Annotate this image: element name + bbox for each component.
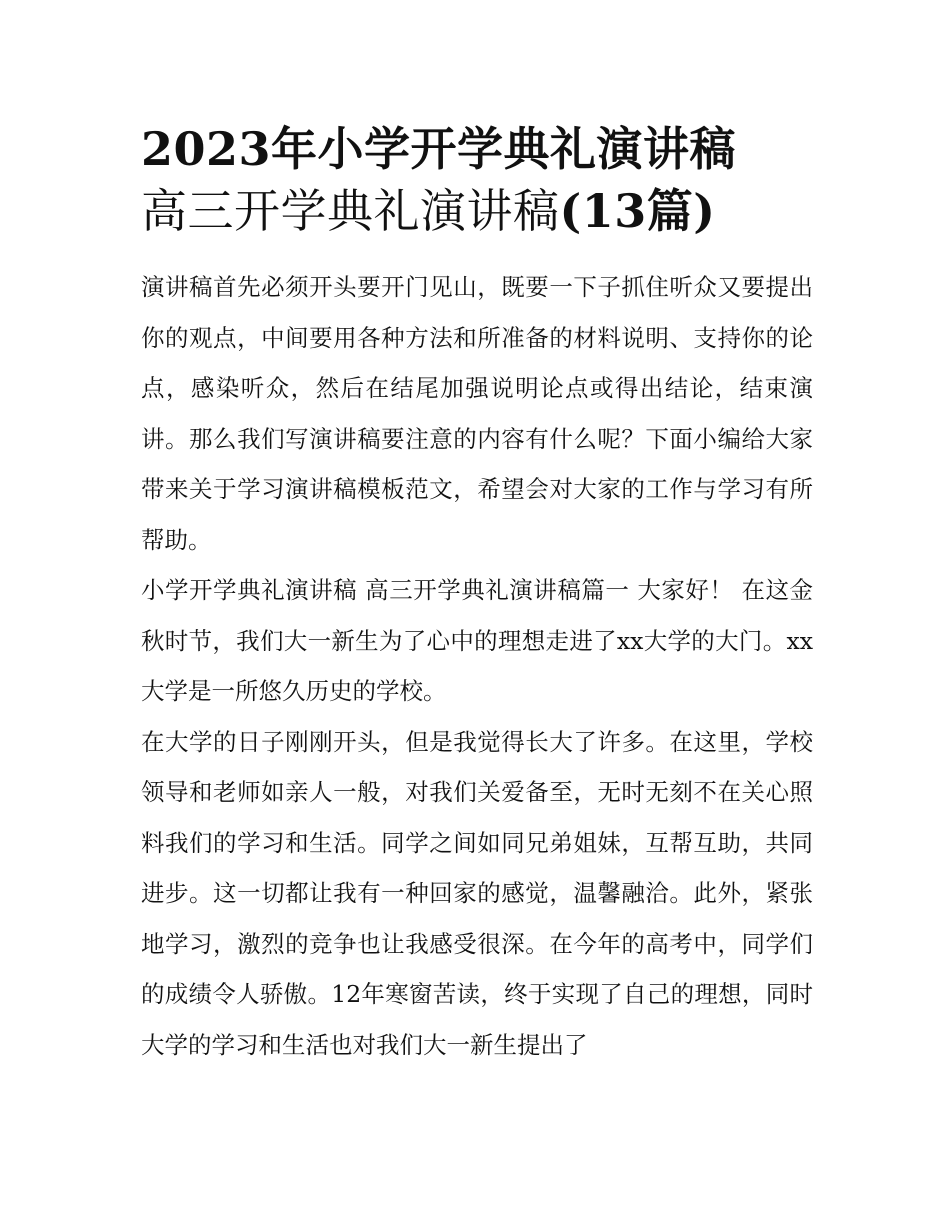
paragraph-speech-body: 在大学的日子刚刚开头，但是我觉得长大了许多。在这里，学校领导和老师如亲人一般，对我们关爱备至，无时无刻不在关心照料我们的学习和生活。同学之间如同兄弟姐妹，互帮互助，共同进步。这一切都让我有一种回家的感觉，温馨融洽。此外，紧张地学习，激烈的竞争也让我感受很深。在今年的高考中，同学们的成绩令人骄傲。12年寒窗苦读，终于实现了自己的理想，同时大学的学习和生活也对我们大一新生提出了 <box>141 727 813 1059</box>
title-line-2 <box>141 180 813 242</box>
document-title <box>141 118 813 242</box>
document-body <box>141 118 813 1070</box>
title-line-2-suffix: (13篇) <box>559 184 716 238</box>
paragraph-intro: 演讲稿首先必须开头要开门见山，既要一下子抓住听众又要提出你的观点，中间要用各种方法和所准备的材料说明、支持你的论点，感染听众，然后在结尾加强说明论点或得出结论，结束演讲。那么我们写演讲稿要注意的内容有什么呢？下面小编给大家带来关于学习演讲稿模板范文，希望会对大家的工作与学习有所帮助。 <box>141 273 813 554</box>
title-line-2-main: 高三开学典礼演讲稿 <box>141 184 560 238</box>
title-line-1: 2023年小学开学典礼演讲稿 <box>141 122 737 176</box>
paragraph-speech-opening: 小学开学典礼演讲稿 高三开学典礼演讲稿篇一 大家好！ 在这金秋时节，我们大一新生为了心中的理想走进了xx大学的大门。xx大学是一所悠久历史的学校。 <box>141 576 813 705</box>
